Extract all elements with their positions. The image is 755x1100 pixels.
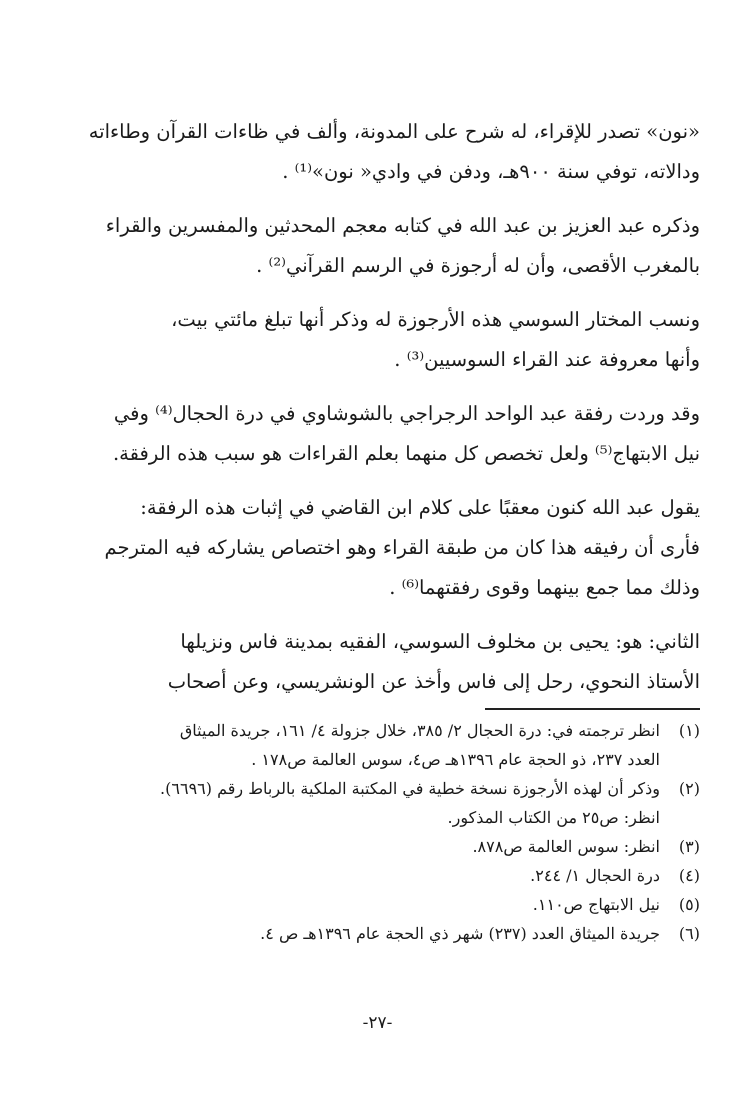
text-line: وأنها معروفة عند القراء السوسيين⁽³⁾ .: [394, 348, 700, 371]
footnote-5: [60, 890, 700, 919]
paragraph-1: [60, 112, 700, 192]
footnote-number: (٦): [678, 924, 700, 943]
text-line: وذلك مما جمع بينهما وقوى رفقتهما⁽⁶⁾ .: [389, 576, 700, 599]
text-line: الأستاذ النحوي، رحل إلى فاس وأخذ عن الونشريسي، وعن أصحاب: [167, 670, 700, 693]
footnote-3: [60, 832, 700, 861]
text-line: الثاني: هو: يحيى بن مخلوف السوسي، الفقيه بمدينة فاس ونزيلها: [180, 630, 700, 653]
footnote-text: درة الحجال ١/ ٢٤٤.: [530, 866, 660, 885]
footnote-1: [60, 716, 700, 774]
paragraph-6: [60, 622, 700, 702]
footnote-number: (٥): [678, 895, 700, 914]
footnote-text: نيل الابتهاج ص١١٠.: [532, 895, 660, 914]
footnote-divider: [485, 708, 700, 710]
text-line: وقد وردت رفقة عبد الواحد الرجراجي بالشوشاوي في درة الحجال⁽⁴⁾ وفي: [113, 402, 700, 425]
text-line: «نون» تصدر للإقراء، له شرح على المدونة، وألف في ظاءات القرآن وطاءاته: [88, 120, 700, 143]
paragraph-3: [60, 300, 700, 380]
text-line: بالمغرب الأقصى، وأن له أرجوزة في الرسم القرآني⁽²⁾ .: [256, 254, 700, 277]
footnote-number: (١): [678, 721, 700, 740]
paragraph-2: [60, 206, 700, 286]
paragraph-4: [60, 394, 700, 474]
text-line: يقول عبد الله كنون معقبًا على كلام ابن القاضي في إثبات هذه الرفقة:: [140, 496, 700, 519]
page-number: -٢٧-: [362, 1013, 393, 1033]
text-line: ونسب المختار السوسي هذه الأرجوزة له وذكر أنها تبلغ مائتي بيت،: [171, 308, 700, 331]
footnote-4: [60, 861, 700, 890]
footnote-text: انظر ترجمته في: درة الحجال ٢/ ٣٨٥، خلال جزولة ٤/ ١٦١، جريدة الميثاق: [179, 721, 660, 740]
main-text: [60, 112, 700, 716]
footnote-continuation: انظر: ص٢٥ من الكتاب المذكور.: [447, 808, 660, 827]
footnote-text: انظر: سوس العالمة ص٨٧٨.: [472, 837, 660, 856]
footnote-2: [60, 774, 700, 832]
footnotes: [60, 716, 700, 948]
footnote-6: [60, 919, 700, 948]
footnote-text: وذكر أن لهذه الأرجوزة نسخة خطية في المكتبة الملكية بالرباط رقم (٦٦٩٦).: [160, 779, 660, 798]
paragraph-5: [60, 488, 700, 608]
text-line: ودالاته، توفي سنة ٩٠٠هـ، ودفن في وادي« نون»⁽¹⁾ .: [282, 160, 700, 183]
footnote-text: جريدة الميثاق العدد (٢٣٧) شهر ذي الحجة عام ١٣٩٦هـ ص ٤.: [260, 924, 660, 943]
text-line: نيل الابتهاج⁽⁵⁾ ولعل تخصص كل منهما بعلم القراءات هو سبب هذه الرفقة.: [112, 442, 700, 465]
text-line: وذكره عبد العزيز بن عبد الله في كتابه معجم المحدثين والمفسرين والقراء: [105, 214, 700, 237]
footnote-number: (٢): [678, 779, 700, 798]
footnote-number: (٣): [678, 837, 700, 856]
footnote-number: (٤): [678, 866, 700, 885]
footnote-continuation: العدد ٢٣٧، ذو الحجة عام ١٣٩٦هـ ص٤، سوس العالمة ص١٧٨ .: [251, 750, 660, 769]
text-line: فأرى أن رفيقه هذا كان من طبقة القراء وهو اختصاص يشاركه فيه المترجم: [104, 536, 700, 559]
